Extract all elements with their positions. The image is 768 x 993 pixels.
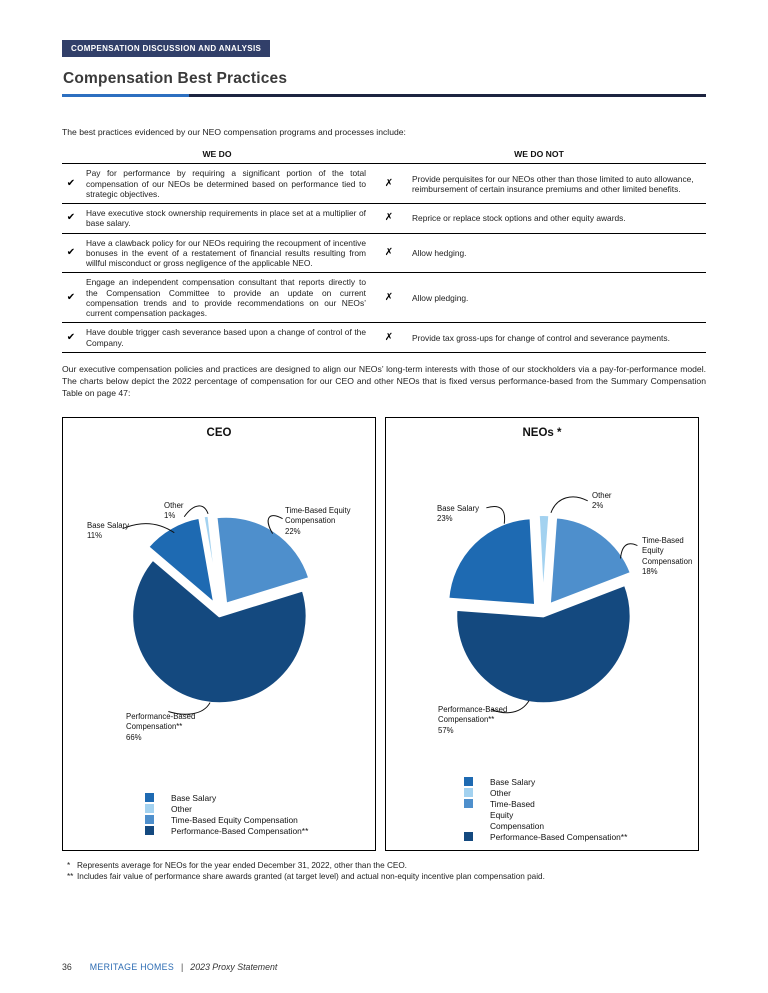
check-icon: ✔ — [62, 273, 86, 323]
cross-icon: ✗ — [372, 204, 412, 234]
check-icon: ✔ — [62, 323, 86, 353]
legend-label: Other — [171, 803, 192, 814]
legend-row — [464, 776, 627, 787]
legend-swatch — [464, 799, 473, 808]
callout-performance: Performance-Based Compensation** 57% — [438, 705, 508, 735]
chart-legend — [464, 776, 627, 842]
column-header-we-do-not: WE DO NOT — [372, 147, 706, 164]
callout-other: Other 2% — [592, 491, 612, 511]
we-do-cell: Have executive stock ownership requirements in place set at a multiplier of base salary. — [86, 204, 372, 234]
legend-row — [464, 798, 627, 809]
leader-base-salary — [486, 507, 504, 524]
cross-icon: ✗ — [372, 323, 412, 353]
legend-row — [464, 831, 627, 842]
table-header-row — [62, 147, 706, 164]
legend-swatch — [145, 815, 154, 824]
legend-label: Base Salary — [171, 792, 217, 803]
footnotes — [62, 860, 712, 882]
we-do-not-cell: Provide tax gross-ups for change of control and severance payments. — [412, 323, 706, 353]
legend-row — [145, 825, 308, 836]
legend-row — [145, 792, 308, 803]
callout-performance: Performance-Based Compensation** 66% — [126, 712, 196, 742]
table-row — [62, 204, 706, 234]
footnote-text: Represents average for NEOs for the year ended December 31, 2022, other than the CEO. — [77, 861, 407, 871]
legend-row — [464, 787, 627, 798]
legend-label: Performance-Based Compensation** — [171, 825, 309, 836]
legend-label: Equity — [490, 809, 514, 820]
legend-swatch — [464, 788, 473, 797]
cross-icon: ✗ — [372, 273, 412, 323]
document-name: 2023 Proxy Statement — [190, 962, 278, 972]
we-do-not-cell: Allow pledging. — [412, 273, 706, 323]
chart-legend — [145, 792, 308, 836]
pie-slices — [448, 515, 631, 704]
callout-time-based: Time-Based Equity Compensation 22% — [285, 506, 351, 536]
we-do-cell: Engage an independent compensation consultant that reports directly to the Compensation Committee to provide an update on current compensation trends and to provide recommendations on our NEOs’ current compensation packages. — [86, 273, 372, 323]
cross-icon: ✗ — [372, 164, 412, 204]
legend-label: Base Salary — [490, 776, 536, 787]
page-number: 36 — [62, 962, 72, 972]
callout-time-based: Time-Based Equity Compensation 18% — [642, 536, 693, 576]
legend-row — [145, 803, 308, 814]
pie-slice-base-salary — [448, 518, 535, 605]
title-rule — [62, 94, 706, 97]
title-rule-dark-segment — [189, 94, 706, 97]
footnote — [62, 860, 712, 871]
ceo-pie-chart — [63, 418, 375, 850]
callout-other: Other 1% — [164, 501, 184, 521]
cross-icon: ✗ — [372, 233, 412, 273]
body-paragraph: Our executive compensation policies and practices are designed to align our NEOs’ long-term interests with those of our stockholders via a pay-for-performance model. The charts below depict the 2022 percentage of compensation for our CEO and other NEOs that is fixed versus performance-based from the Summary Compensation Table on page 47: — [62, 363, 706, 399]
intro-text: The best practices evidenced by our NEO compensation programs and processes include: — [62, 127, 406, 137]
legend-swatch — [464, 777, 473, 786]
chart-neos — [385, 417, 699, 851]
we-do-not-cell: Reprice or replace stock options and other equity awards. — [412, 204, 706, 234]
legend-swatch — [145, 826, 154, 835]
legend-label: Time-Based Equity Compensation — [171, 814, 298, 825]
chart-title-ceo: CEO — [206, 427, 232, 440]
pie-slices — [132, 516, 310, 704]
leader-other — [551, 497, 588, 513]
legend-label: Performance-Based Compensation** — [490, 831, 628, 842]
table-row — [62, 273, 706, 323]
company-name: MERITAGE HOMES — [89, 962, 174, 972]
footer-separator: | — [181, 962, 184, 972]
legend-row — [464, 820, 627, 831]
table-row — [62, 233, 706, 273]
we-do-not-cell: Provide perquisites for our NEOs other than those limited to auto allowance, reimbursement of certain insurance premiums and other limited benefits. — [412, 164, 706, 204]
section-banner: COMPENSATION DISCUSSION AND ANALYSIS — [62, 40, 270, 57]
column-header-we-do: WE DO — [62, 147, 372, 164]
callout-base-salary: Base Salary 23% — [437, 504, 480, 524]
pie-slice-other — [539, 515, 550, 602]
legend-label: Time-Based — [490, 798, 535, 809]
we-do-not-cell: Allow hedging. — [412, 233, 706, 273]
we-do-cell: Have double trigger cash severance based upon a change of control of the Company. — [86, 323, 372, 353]
legend-row — [145, 814, 308, 825]
footnote-text: Includes fair value of performance share awards granted (at target level) and actual non-equity incentive plan compensation paid. — [77, 872, 545, 882]
check-icon: ✔ — [62, 204, 86, 234]
best-practices-table — [62, 147, 706, 353]
page-title: Compensation Best Practices — [63, 70, 288, 87]
check-icon: ✔ — [62, 164, 86, 204]
check-icon: ✔ — [62, 233, 86, 273]
page-footer — [62, 962, 277, 972]
legend-swatch — [145, 804, 154, 813]
chart-ceo — [62, 417, 376, 851]
footnote — [62, 871, 712, 882]
footnote-marker: ** — [67, 872, 74, 882]
chart-title-neos: NEOs * — [522, 427, 562, 440]
legend-swatch — [464, 832, 473, 841]
table-row — [62, 164, 706, 204]
charts-row — [62, 417, 706, 851]
table-row — [62, 323, 706, 353]
title-rule-blue-segment — [62, 94, 189, 97]
legend-row — [464, 809, 627, 820]
we-do-cell: Pay for performance by requiring a significant portion of the total compensation of our NEOs be determined based on performance tied to strategic objectives. — [86, 164, 372, 204]
legend-label: Compensation — [490, 820, 545, 831]
callout-base-salary: Base Salary 11% — [87, 521, 130, 541]
legend-label: Other — [490, 787, 511, 798]
footnote-marker: * — [67, 861, 71, 871]
we-do-cell: Have a clawback policy for our NEOs requiring the recoupment of incentive bonuses in the event of a restatement of financial results resulting from willful misconduct or gross negligence of the applicable NEO. — [86, 233, 372, 273]
legend-swatch — [145, 793, 154, 802]
